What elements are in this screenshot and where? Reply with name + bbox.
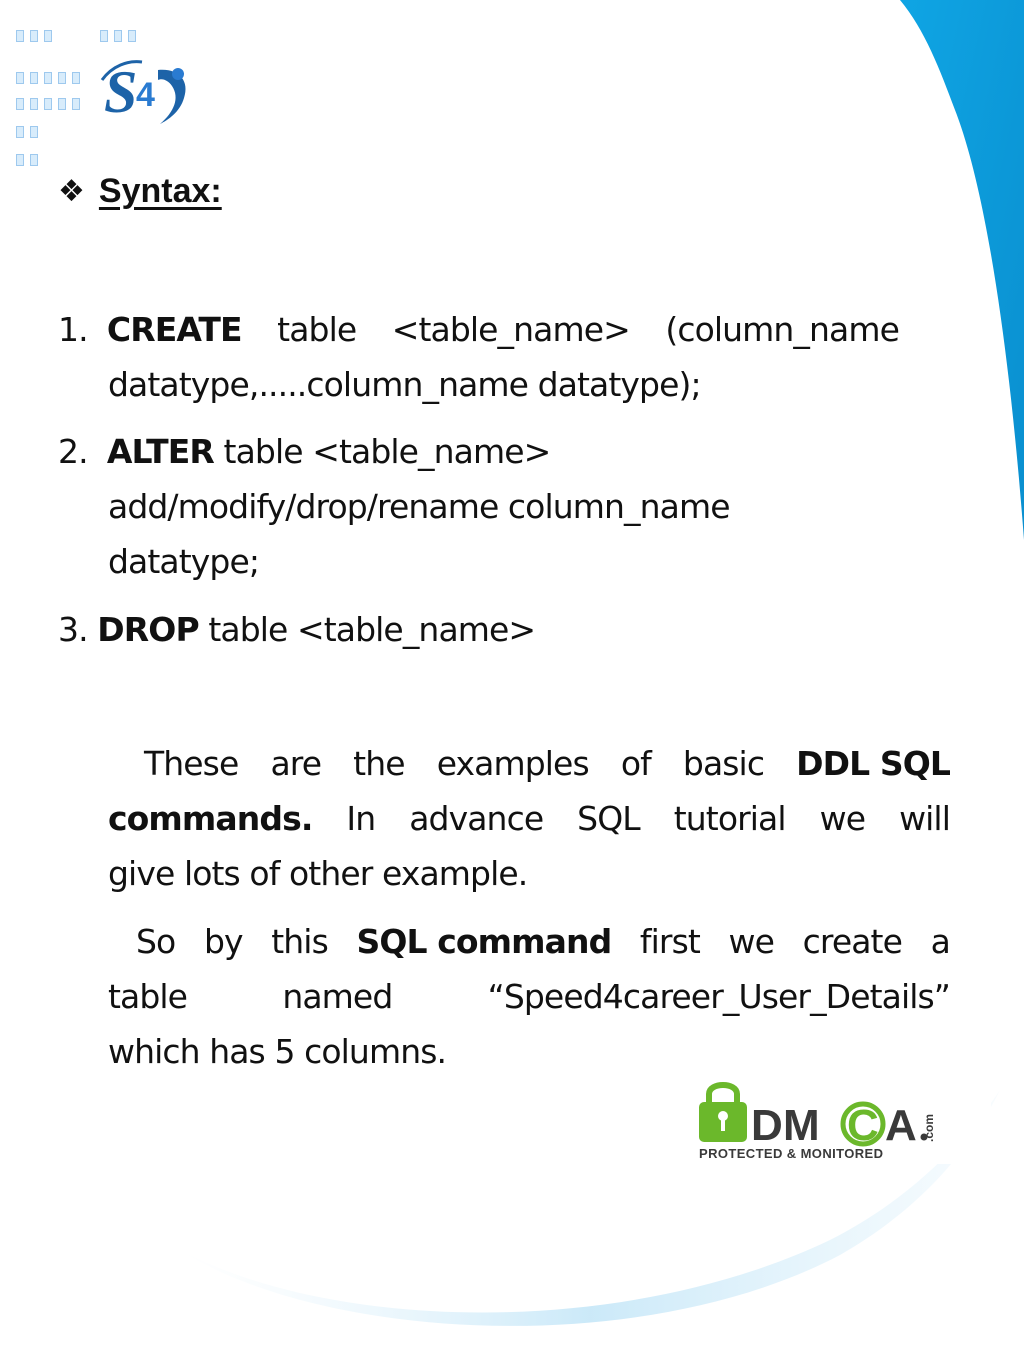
paragraph-word: basic (682, 744, 765, 783)
s4c-logo (98, 50, 198, 130)
dmca-suffix: .com (922, 1113, 936, 1142)
dmca-protected-badge[interactable] (693, 1076, 991, 1164)
paragraph-word: we (728, 922, 775, 961)
paragraph-word: SQL (577, 799, 640, 838)
create-keyword: CREATE (106, 310, 242, 349)
heading-title: Syntax: (98, 172, 222, 210)
paragraph-bold-text: DDL SQL (796, 744, 950, 783)
dmca-letter-m: M (783, 1101, 820, 1150)
create-word: <table_name> (391, 310, 630, 349)
paragraph-word: advance (409, 799, 544, 838)
dmca-letter-c: C (847, 1101, 879, 1150)
create-word: (column_name (665, 310, 899, 349)
ddl-explanation-paragraph (108, 736, 950, 901)
paragraph-word: the (353, 744, 405, 783)
dmca-tagline: PROTECTED & MONITORED (699, 1146, 884, 1161)
svg-text:4: 4 (136, 76, 155, 114)
paragraph-word: table (108, 977, 188, 1016)
item-number: 2. (58, 432, 88, 471)
paragraph-word: will (899, 799, 950, 838)
dmca-letter-a: A (885, 1101, 917, 1150)
create-command-item (58, 302, 899, 412)
paragraph-word: named (282, 977, 393, 1016)
paragraph-word: by (203, 922, 243, 961)
item-number: 1. (58, 310, 88, 349)
paragraph-bold-text: commands. (108, 799, 313, 838)
paragraph-word: we (819, 799, 866, 838)
paragraph-word: of (620, 744, 651, 783)
alter-line-2: add/modify/drop/rename column_name (108, 487, 730, 526)
alter-keyword: ALTER (106, 432, 214, 471)
drop-rest: table <table_name> (208, 610, 536, 649)
paragraph-bold-text: SQL command (356, 922, 612, 961)
create-line-2: datatype,.....column_name datatype); (108, 365, 701, 404)
paragraph-word: first (639, 922, 700, 961)
alter-command-item (58, 424, 730, 589)
paragraph-line: which has 5 columns. (108, 1032, 447, 1071)
dmca-letter-d: D (751, 1101, 783, 1150)
svg-text:S: S (104, 59, 138, 125)
diamond-bullet-icon: ❖ (58, 174, 85, 208)
alter-line-1-rest: table <table_name> (223, 432, 551, 471)
create-word: table (277, 310, 357, 349)
paragraph-word: “Speed4career_User_Details” (487, 977, 950, 1016)
paragraph-word: tutorial (673, 799, 786, 838)
paragraph-word: In (346, 799, 376, 838)
paragraph-word: create (802, 922, 902, 961)
paragraph-word: are (270, 744, 322, 783)
drop-command-item (58, 602, 535, 657)
top-right-swoosh (900, 0, 1024, 540)
paragraph-word: These (144, 744, 239, 783)
paragraph-line: give lots of other example. (108, 854, 528, 893)
table-creation-paragraph (108, 914, 950, 1079)
drop-keyword: DROP (97, 610, 199, 649)
syntax-heading (58, 172, 222, 211)
paragraph-word: a (930, 922, 950, 961)
alter-line-3: datatype; (108, 542, 260, 581)
paragraph-word: So (136, 922, 176, 961)
paragraph-word: this (271, 922, 328, 961)
paragraph-word: examples (436, 744, 589, 783)
item-number: 3. (58, 610, 88, 649)
